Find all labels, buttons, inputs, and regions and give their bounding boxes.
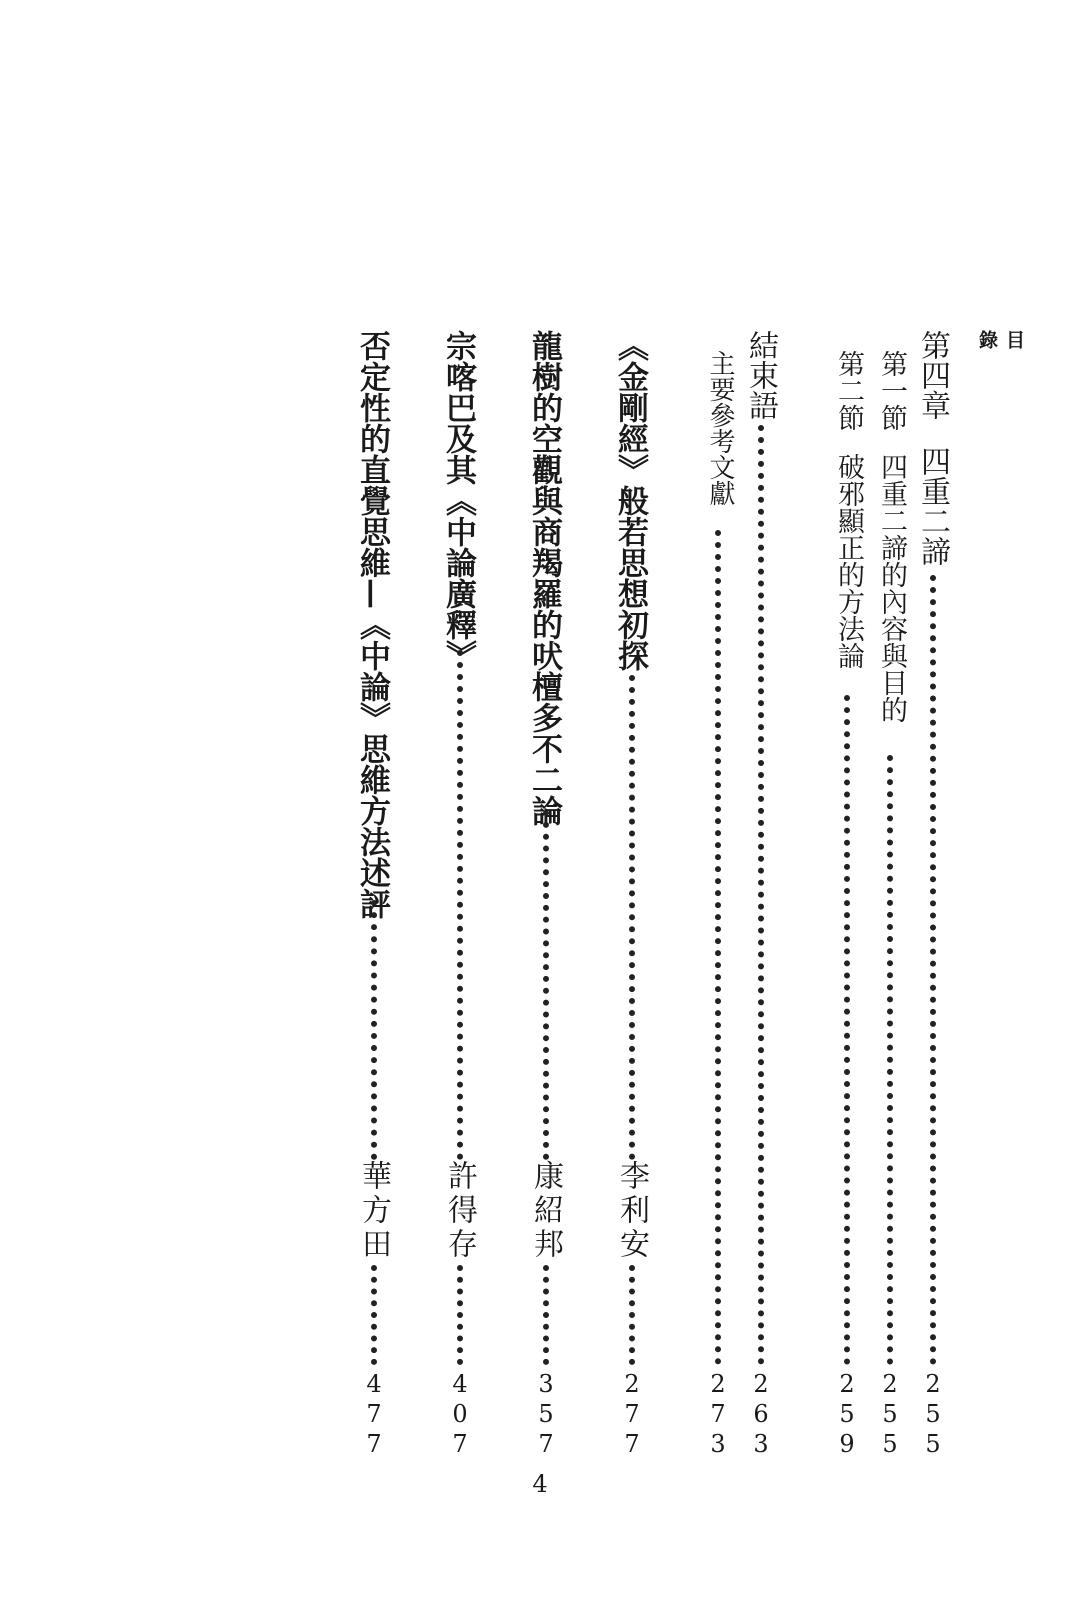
dot-leader: [457, 1265, 463, 1365]
toc-entry-title: 《金剛經》般若思想初探: [612, 330, 648, 671]
toc-page-ref: 273: [704, 1370, 732, 1460]
toc-entry-author: 華方田: [356, 1160, 391, 1262]
toc-entry-title: [826, 350, 868, 669]
section-label: 第二節: [833, 350, 864, 431]
toc-entry-title: 否定性的直覺思維—《中論》思維方法述評: [354, 330, 390, 919]
dot-leader: [629, 1265, 635, 1365]
toc-entry-title: 結束語: [743, 330, 778, 420]
chapter-title: 四重二諦: [915, 446, 950, 566]
toc-entry-author: 李利安: [614, 1160, 649, 1262]
dot-leader: [715, 530, 721, 1365]
page-number: 4: [532, 1470, 548, 1498]
toc-entry-title: 宗喀巴及其《中論廣釋》: [440, 330, 476, 671]
toc-page-ref: 477: [360, 1370, 388, 1460]
toc-entry-section-1[interactable]: [869, 330, 911, 1460]
toc-entry-conclusion[interactable]: [740, 330, 782, 1460]
running-header: 目 錄: [976, 330, 1025, 379]
toc-page-ref: 263: [747, 1370, 775, 1460]
toc-entry-references[interactable]: [697, 330, 739, 1460]
section-title: 破邪顯正的方法論: [833, 453, 864, 669]
toc-entry-article-1[interactable]: [611, 330, 653, 1460]
dot-leader: [371, 1265, 377, 1365]
dot-leader: [844, 695, 850, 1365]
toc-entry-author: 許得存: [442, 1160, 477, 1262]
chapter-label: 第四章: [915, 330, 950, 420]
section-title: 四重二諦的內容與目的: [876, 453, 907, 723]
toc-page-ref: 407: [446, 1370, 474, 1460]
toc-page-ref: 255: [876, 1370, 904, 1460]
toc-entry-author: 康紹邦: [528, 1160, 563, 1262]
toc-entry-article-3[interactable]: [439, 330, 481, 1460]
dot-leader: [629, 675, 635, 1160]
dot-leader: [457, 650, 463, 1160]
toc-entry-title: 龍樹的空觀與商羯羅的吠檀多不二論: [526, 330, 562, 826]
section-label: 第一節: [876, 350, 907, 431]
toc-page-ref: 277: [618, 1370, 646, 1460]
toc-entry-title: [869, 350, 911, 723]
toc-entry-section-2[interactable]: [826, 330, 868, 1460]
toc-entry-title: [912, 330, 954, 566]
toc-page-ref: 357: [532, 1370, 560, 1460]
dot-leader: [930, 575, 936, 1365]
toc-page-ref: 259: [833, 1370, 861, 1460]
toc-entry-title: 主要參考文獻: [705, 350, 735, 506]
toc-entry-article-2[interactable]: [525, 330, 567, 1460]
toc-page-ref: 255: [919, 1370, 947, 1460]
dot-leader: [543, 810, 549, 1160]
toc-entry-chapter-4[interactable]: [912, 330, 954, 1460]
dot-leader: [758, 425, 764, 1365]
dot-leader: [543, 1265, 549, 1365]
dot-leader: [887, 755, 893, 1365]
toc-entry-article-4[interactable]: [353, 330, 395, 1460]
dot-leader: [371, 900, 377, 1160]
